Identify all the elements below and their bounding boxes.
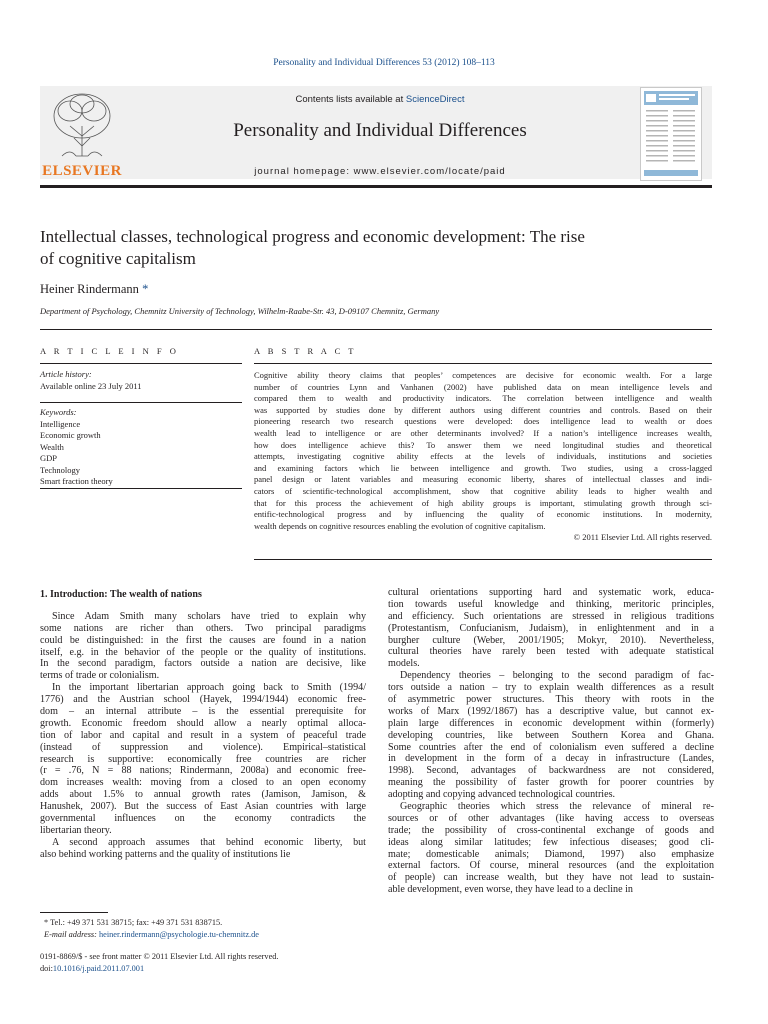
body-line: tion of labor and capital and result in a system of peaceful trade xyxy=(40,729,366,741)
body-line: could be distinguished: in the first the causes are found in a nation xyxy=(40,634,366,646)
body-line: libertarian theory. xyxy=(40,824,112,836)
keyword: Intelligence xyxy=(40,418,81,429)
body-line: models. xyxy=(388,658,420,670)
article-title-line-1: Intellectual classes, technological progress and economic development: The rise xyxy=(40,227,585,246)
history-label: Article history: xyxy=(40,369,92,379)
contents-prefix: Contents lists available at xyxy=(295,94,406,105)
journal-title: Personality and Individual Differences xyxy=(233,120,527,141)
journal-homepage-link[interactable]: journal homepage: www.elsevier.com/locate/paid xyxy=(254,166,506,177)
body-line: able development, even worse, they have lead to a decline in xyxy=(388,884,633,896)
front-matter xyxy=(40,951,278,974)
header-rule xyxy=(40,185,712,188)
abstract-line: and examining factors which lie between intelligence and growth. Two studies, using a cross-lagged xyxy=(254,462,712,473)
journal-citation[interactable]: Personality and Individual Differences 53 (2012) 108–113 xyxy=(273,58,495,68)
abstract-line: was supported by studies done by different authors using different countries and controls. Based on their xyxy=(254,404,712,415)
body-line: (r = .76, N = 88 nations; Rindermann, 2008a) and economic free- xyxy=(40,765,366,777)
issn-line: 0191-8869/$ - see front matter © 2011 Elsevier Ltd. All rights reserved. xyxy=(40,952,279,961)
body-line: terms of trade or colonialism. xyxy=(40,670,160,682)
author-affiliation: Department of Psychology, Chemnitz University of Technology, Wilhelm-Raabe-Str. 43, D-09107 Chemnitz, Germany xyxy=(40,306,440,316)
abstract-heading: A B S T R A C T xyxy=(254,346,357,356)
corresponding-author-mark[interactable]: * xyxy=(142,282,149,296)
body-column-right xyxy=(388,587,714,896)
body-line: of asymmetric power structures. This theory with roots in the xyxy=(388,694,714,706)
abstract-line: number of countries Lynn and Vanhanen (2002) have published data on mean intelligence levels and xyxy=(254,381,712,392)
keywords-list xyxy=(40,407,113,488)
body-line: Some countries after the end of colonialism even suffered a decline xyxy=(388,741,714,753)
footnotes xyxy=(44,917,259,940)
body-line: cultural theories have rarely been tested with adequate statistical xyxy=(388,646,714,658)
keyword: Technology xyxy=(40,464,81,475)
author-email-link[interactable]: heiner.rindermann@psychologie.tu-chemnitz.de xyxy=(99,929,259,939)
body-line: adds about 1.5% to annual growth rates (Jamison, Jamison, & xyxy=(40,789,366,801)
body-line: Dependency theories – belonging to the second paradigm of fac- xyxy=(400,670,714,682)
body-line: developing countries, like between Southern Korea and Ghana. xyxy=(388,729,714,741)
keyword: Smart fraction theory xyxy=(40,476,113,486)
abstract-text xyxy=(254,370,712,544)
body-line: tion towards useful knowledge and thinking, meritoric principles, xyxy=(388,598,714,610)
body-line: dom increases wealth: moving from a closed to an open economy xyxy=(40,777,366,789)
body-line: Since Adam Smith many scholars have tried to explain why xyxy=(52,610,366,622)
keyword: GDP xyxy=(40,453,58,463)
keyword: Economic growth xyxy=(40,430,101,440)
body-line: growth. Economic freedom should allow a nearly optimal alloca- xyxy=(40,717,366,729)
body-line: adopting and copying advanced technological countries. xyxy=(388,789,616,801)
body-line: governmental influences on the economy contradicts the xyxy=(40,813,366,825)
doi-label: doi: xyxy=(40,963,53,973)
body-line: itself, e.g. in the behavior of the people or the quality of institutions. xyxy=(40,646,366,658)
title-rule xyxy=(40,329,712,330)
body-line: and efficiency. Such orientations are stressed in religious traditions xyxy=(388,610,714,622)
body-line: burgher culture (Weber, 2001/1905; Mokyr, 2010). Nevertheless, xyxy=(388,634,714,646)
article-title xyxy=(40,226,712,270)
body-line: research is supportive: economically free countries are richer xyxy=(40,753,366,765)
article-info-rule xyxy=(40,363,242,364)
contents-availability xyxy=(124,94,636,105)
body-line: Hanushek, 2007). But the success of East Asian countries with large xyxy=(40,801,366,813)
body-line: 1776) and the Austrian school (Hayek, 1994/1944) economic free- xyxy=(40,694,366,706)
body-line: dom – an internal attribute – is the essential prerequisite for xyxy=(40,706,366,718)
body-line: sources or of other advantages (like having access to overseas xyxy=(388,812,714,824)
doi-link[interactable]: 10.1016/j.paid.2011.07.001 xyxy=(52,963,145,973)
abstract-line: entific-technological progress and by influencing the quality of economic institutions. In modernity, xyxy=(254,509,712,520)
sciencedirect-link[interactable]: ScienceDirect xyxy=(405,94,465,105)
section-heading: 1. Introduction: The wealth of nations xyxy=(40,589,202,600)
body-line: 1998). Second, advantages of backwardness are not considered, xyxy=(388,765,714,777)
body-column-left xyxy=(40,599,366,861)
body-line: tors outside a nation – try to explain wealth differences as a result xyxy=(388,682,714,694)
abstract-line: wealth lead to intelligence or are other determinants involved? If a nation’s intelligence increases wealth, xyxy=(254,427,712,438)
body-line: In the second paradigm, factors outside a nation are decisive, like xyxy=(40,658,366,670)
abstract-line: that for this process the achievement of high ability groups is important, stimulating growth through sci- xyxy=(254,497,712,508)
body-line: meaning the possibility of faster growth for poorer countries by xyxy=(388,777,714,789)
article-title-line-2: of cognitive capitalism xyxy=(40,249,196,268)
author-name: Heiner Rindermann xyxy=(40,282,139,296)
body-line: A second approach assumes that behind economic liberty, but xyxy=(52,836,366,848)
body-line: In the important libertarian approach going back to Smith (1994/ xyxy=(52,682,366,694)
article-info-heading: A R T I C L E I N F O xyxy=(40,346,179,356)
body-line: (Protestantism, Confucianism, Judaism), in enlightenment and in a xyxy=(388,622,714,634)
abstract-copyright: © 2011 Elsevier Ltd. All rights reserved. xyxy=(573,532,712,543)
abstract-line: wealth depends on cognitive resources enabling the evolution of cognitive capitalism. xyxy=(254,520,546,531)
body-line: cultural orientations supporting hard and systematic work, educa- xyxy=(388,587,714,598)
elsevier-wordmark: ELSEVIER xyxy=(42,163,122,179)
body-line xyxy=(40,599,366,611)
history-value: Available online 23 July 2011 xyxy=(40,380,142,391)
body-line: some nations are richer than others. Two principal paradigms xyxy=(40,622,366,634)
footnote-contact: * Tel.: +49 371 531 38715; fax: +49 371 531 838715. xyxy=(44,918,223,927)
body-line: Geographic theories which stress the relevance of mineral re- xyxy=(400,801,714,813)
doi-line xyxy=(40,963,278,975)
article-history xyxy=(40,369,142,392)
abstract-line: panel design or latent variables and measuring economic liberty, shares of intellectual classes and indi- xyxy=(254,474,712,485)
body-line: of people) can increase wealth, but they have not lead to sustain- xyxy=(388,872,714,884)
article-info-divider xyxy=(40,402,242,403)
article-info-rule-bottom xyxy=(40,488,242,489)
keyword: Wealth xyxy=(40,441,64,452)
abstract-line: how does intelligence achieve this? To answer them we need longitudinal studies and theoretical xyxy=(254,439,712,450)
author-line xyxy=(40,282,148,297)
footnote-rule xyxy=(40,912,108,913)
body-line: also behind working patterns and the quality of institutions lie xyxy=(40,848,291,860)
journal-cover-thumbnail[interactable] xyxy=(640,87,702,181)
abstract-line: Cognitive ability theory claims that peoples’ competences are decisive for economic wealth. For a large xyxy=(254,370,712,380)
email-label: E-mail address: xyxy=(44,929,99,939)
body-line: works of Marx (1992/1867) has a descriptive value, but cannot ex- xyxy=(388,705,714,717)
body-line: mate; domesticable animals; Diamond, 1997) also emphasize xyxy=(388,848,714,860)
body-line: (instead of suppression and violence). Empirical–statistical xyxy=(40,741,366,753)
abstract-line: attempts, investigating cognitive ability effects at the levels of individuals, institutions and societies xyxy=(254,451,712,462)
keywords-label: Keywords: xyxy=(40,407,77,417)
body-line: in development in the form of a decay in infrastructure (Landes, xyxy=(388,753,714,765)
body-line: ideas along similar latitudes; few infectious diseases; good cli- xyxy=(388,836,714,848)
footnote-email-line xyxy=(44,929,259,941)
body-line: external factors. Of course, mineral resources (and the exploitation xyxy=(388,860,714,872)
abstract-line: compared them to wealth and productivity indicators. The correlation between intelligence and wealth xyxy=(254,393,712,404)
body-line: plain large differences in economic development within (formerly) xyxy=(388,717,714,729)
abstract-rule-top xyxy=(254,363,712,364)
body-line: trade; the possibility of cross-continental exchange of goods and xyxy=(388,824,714,836)
abstract-line: cators of scientific-technological accomplishment, show that cognitive ability leads to higher wealth and xyxy=(254,485,712,496)
abstract-line: pioneering research two research questions were developed: does intelligence lead to wealth or does xyxy=(254,416,712,427)
abstract-rule-bottom xyxy=(254,559,712,560)
